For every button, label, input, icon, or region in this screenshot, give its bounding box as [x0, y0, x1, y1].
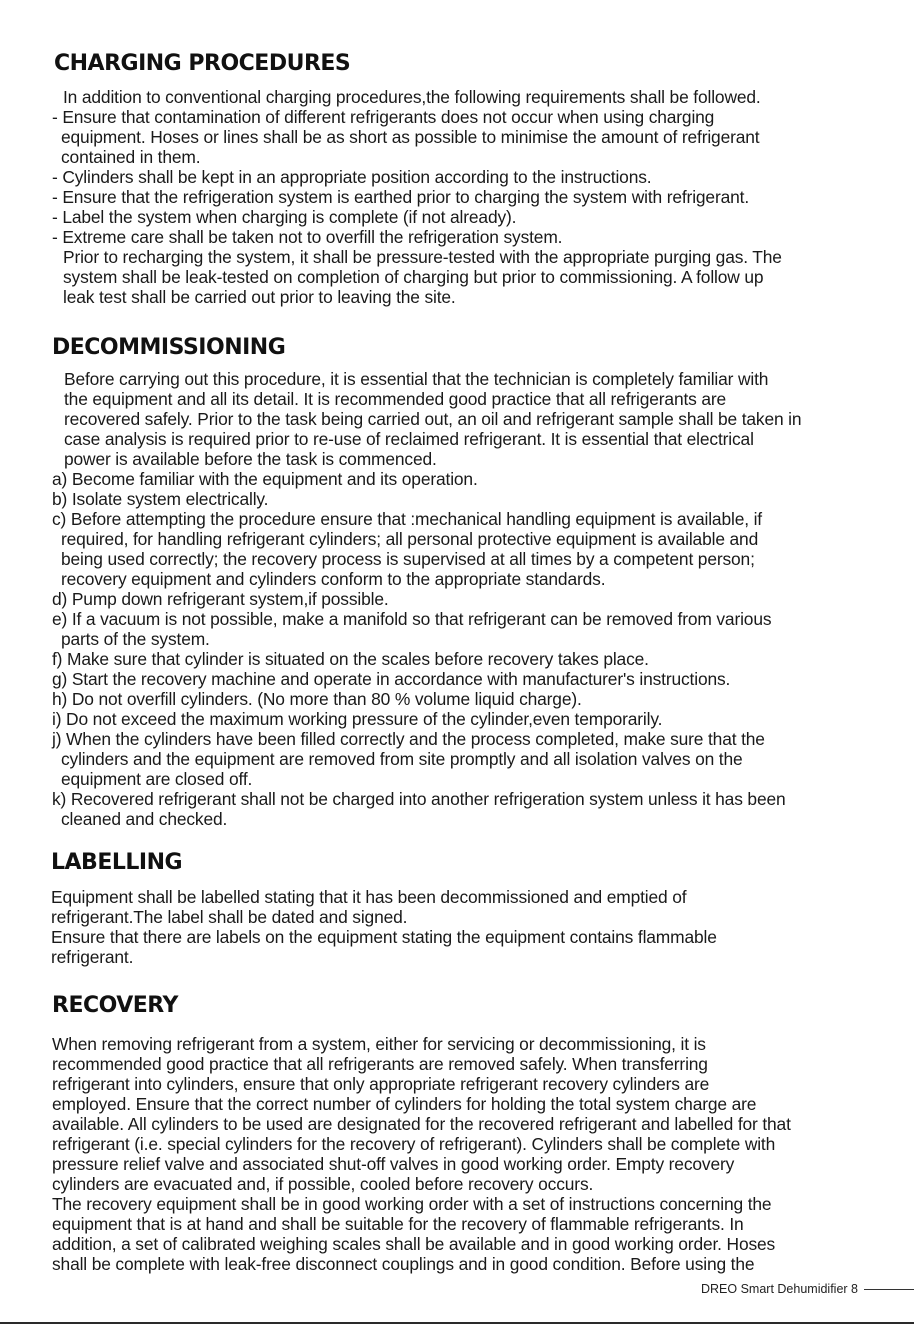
list-item: h) Do not overfill cylinders. (No more than 80 % volume liquid charge).: [52, 689, 582, 709]
bullet-line: - Ensure that the refrigeration system is earthed prior to charging the system with refrigerant.: [52, 187, 750, 207]
page-footer: [701, 1280, 914, 1298]
body-line: the equipment and all its detail. It is recommended good practice that all refrigerants are: [64, 389, 727, 409]
body-line: pressure relief valve and associated shut-off valves in good working order. Empty recovery: [52, 1154, 735, 1174]
body-line: cylinders are evacuated and, if possible, cooled before recovery occurs.: [52, 1174, 594, 1194]
body-line: leak test shall be carried out prior to leaving the site.: [63, 287, 456, 307]
body-line: system shall be leak-tested on completion of charging but prior to commissioning. A follow up: [63, 267, 764, 287]
body-line: shall be complete with leak-free disconnect couplings and in good condition. Before using the: [52, 1254, 755, 1274]
body-line: Prior to recharging the system, it shall be pressure-tested with the appropriate purging gas. The: [63, 247, 782, 267]
section-heading: CHARGING PROCEDURES: [54, 51, 351, 76]
body-line: required, for handling refrigerant cylinders; all personal protective equipment is available and: [61, 529, 759, 549]
body-line: Before carrying out this procedure, it is essential that the technician is completely familiar with: [64, 369, 769, 389]
body-line: recommended good practice that all refrigerants are removed safely. When transferring: [52, 1054, 708, 1074]
list-item: f) Make sure that cylinder is situated on the scales before recovery takes place.: [52, 649, 649, 669]
footer-rule: [864, 1289, 914, 1290]
list-item: c) Before attempting the procedure ensure that :mechanical handling equipment is available, if: [52, 509, 762, 529]
body-line: cleaned and checked.: [61, 809, 228, 829]
body-line: contained in them.: [61, 147, 201, 167]
body-line: power is available before the task is commenced.: [64, 449, 437, 469]
body-line: refrigerant into cylinders, ensure that only appropriate refrigerant recovery cylinders are: [52, 1074, 710, 1094]
body-line: recovery equipment and cylinders conform to the appropriate standards.: [61, 569, 606, 589]
body-line: parts of the system.: [61, 629, 210, 649]
body-line: Equipment shall be labelled stating that it has been decommissioned and emptied of: [51, 887, 687, 907]
body-line: The recovery equipment shall be in good working order with a set of instructions concerning the: [52, 1194, 772, 1214]
body-line: case analysis is required prior to re-use of reclaimed refrigerant. It is essential that electrical: [64, 429, 754, 449]
bullet-line: - Extreme care shall be taken not to overfill the refrigeration system.: [52, 227, 563, 247]
body-line: Ensure that there are labels on the equipment stating the equipment contains flammable: [51, 927, 717, 947]
list-item: e) If a vacuum is not possible, make a manifold so that refrigerant can be removed from various: [52, 609, 772, 629]
list-item: d) Pump down refrigerant system,if possible.: [52, 589, 389, 609]
body-line: refrigerant.: [51, 947, 134, 967]
list-item: b) Isolate system electrically.: [52, 489, 269, 509]
list-item: j) When the cylinders have been filled correctly and the process completed, make sure that the: [52, 729, 765, 749]
body-line: refrigerant.The label shall be dated and signed.: [51, 907, 408, 927]
body-line: cylinders and the equipment are removed from site promptly and all isolation valves on the: [61, 749, 743, 769]
list-item: k) Recovered refrigerant shall not be charged into another refrigeration system unless it has been: [52, 789, 786, 809]
list-item: g) Start the recovery machine and operate in accordance with manufacturer's instructions.: [52, 669, 731, 689]
bullet-line: - Cylinders shall be kept in an appropriate position according to the instructions.: [52, 167, 652, 187]
section-heading: LABELLING: [51, 850, 183, 875]
body-line: addition, a set of calibrated weighing scales shall be available and in good working order. Hoses: [52, 1234, 776, 1254]
body-line: employed. Ensure that the correct number of cylinders for holding the total system charge are: [52, 1094, 757, 1114]
body-line: In addition to conventional charging procedures,the following requirements shall be followed.: [63, 87, 761, 107]
body-line: refrigerant (i.e. special cylinders for the recovery of refrigerant). Cylinders shall be complete with: [52, 1134, 776, 1154]
body-line: available. All cylinders to be used are designated for the recovered refrigerant and labelled for that: [52, 1114, 791, 1134]
section-heading: DECOMMISSIONING: [52, 335, 286, 360]
body-line: recovered safely. Prior to the task being carried out, an oil and refrigerant sample shall be taken in: [64, 409, 802, 429]
body-line: When removing refrigerant from a system, either for servicing or decommissioning, it is: [52, 1034, 706, 1054]
body-line: being used correctly; the recovery process is supervised at all times by a competent person;: [61, 549, 755, 569]
bullet-line: - Ensure that contamination of different refrigerants does not occur when using charging: [52, 107, 715, 127]
footer-product-page-label: DREO Smart Dehumidifier 8: [701, 1282, 858, 1296]
body-line: equipment are closed off.: [61, 769, 253, 789]
body-line: equipment. Hoses or lines shall be as short as possible to minimise the amount of refrigerant: [61, 127, 760, 147]
list-item: i) Do not exceed the maximum working pressure of the cylinder,even temporarily.: [52, 709, 663, 729]
bullet-line: - Label the system when charging is complete (if not already).: [52, 207, 517, 227]
list-item: a) Become familiar with the equipment and its operation.: [52, 469, 478, 489]
section-heading: RECOVERY: [52, 993, 178, 1018]
body-line: equipment that is at hand and shall be suitable for the recovery of flammable refrigerants. In: [52, 1214, 744, 1234]
